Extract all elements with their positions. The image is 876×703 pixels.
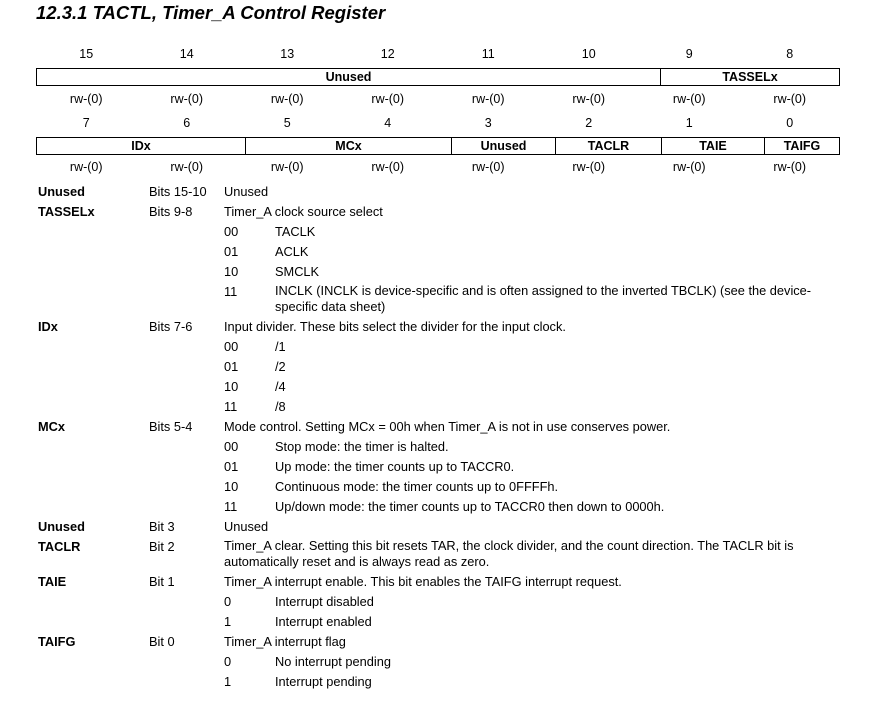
access-type: rw-(0) [471,92,505,106]
value-text: No interrupt pending [275,654,391,669]
bit-number: 12 [380,47,395,61]
bit-number: 3 [484,116,492,130]
bit-number: 8 [786,47,794,61]
value-text: Up/down mode: the timer counts up to TACCR0 then down to 0000h. [275,499,665,514]
lower-access-row [36,159,840,176]
value-text: INCLK (INCLK is device-specific and is often assigned to the inverted TBCLK) (see the device-specific data sheet) [275,283,812,314]
description-unused-15-10 [38,183,838,203]
value-code: 0 [224,654,232,669]
value-text: /2 [275,359,286,374]
field-bits: Bits 7-6 [149,319,193,334]
field-name: IDx [38,319,58,334]
field-unused-upper: Unused [325,70,372,84]
value-code: 11 [224,399,238,414]
description-taclr [38,538,838,573]
value-text: TACLK [275,224,316,239]
access-type: rw-(0) [572,160,606,174]
field-description: Mode control. Setting MCx = 00h when Timer_A is not in use conserves power. [224,419,671,434]
field-bits: Bits 15-10 [149,184,207,199]
description-unused-bit3 [38,518,838,538]
field-name: TASSELx [38,204,95,219]
value-text: Interrupt disabled [275,594,374,609]
value-code: 00 [224,439,239,454]
bit-number: 10 [581,47,596,61]
value-text: Continuous mode: the timer counts up to 0FFFFh. [275,479,559,494]
field-bits: Bits 5-4 [149,419,193,434]
field-description: Unused [224,184,269,199]
field-description: Timer_A clock source select [224,204,383,219]
upper-register-fields [36,68,840,86]
value-code: 10 [224,264,239,279]
access-type: rw-(0) [270,92,304,106]
value-text: Up mode: the timer counts up to TACCR0. [275,459,515,474]
field-description: Timer_A clear. Setting this bit resets TAR, the clock divider, and the count direction. The TACLR bit is automatically reset and is always read as zero. [224,538,794,569]
value-text: /8 [275,399,286,414]
description-idx [38,318,838,418]
field-name: Unused [38,519,85,534]
value-code: 10 [224,379,239,394]
value-text: SMCLK [275,264,320,279]
access-type: rw-(0) [69,160,103,174]
bit-number: 14 [179,47,194,61]
description-mcx [38,418,838,518]
field-name: TAIFG [38,634,76,649]
value-code: 11 [224,499,238,514]
field-taifg: TAIFG [764,138,839,154]
value-text: /1 [275,339,286,354]
field-taclr: TACLR [555,138,661,154]
bit-number: 9 [685,47,693,61]
field-bits: Bit 2 [149,539,175,554]
value-code: 01 [224,459,239,474]
access-type: rw-(0) [170,160,204,174]
description-taie [38,573,838,633]
bit-number: 5 [283,116,291,130]
value-code: 1 [224,614,232,629]
field-taie: TAIE [661,138,764,154]
value-code: 10 [224,479,239,494]
field-bits: Bit 3 [149,519,175,534]
field-tasselx: TASSELx [660,69,839,85]
lower-bit-numbers [36,115,840,132]
bit-number: 13 [280,47,295,61]
value-text: ACLK [275,244,309,259]
access-type: rw-(0) [672,160,706,174]
description-taifg [38,633,838,693]
bit-number: 4 [384,116,392,130]
field-unused-lower: Unused [451,138,555,154]
value-code: 00 [224,224,239,239]
access-type: rw-(0) [773,92,807,106]
field-name: TAIE [38,574,67,589]
access-type: rw-(0) [371,160,405,174]
access-type: rw-(0) [773,160,807,174]
value-text: Interrupt enabled [275,614,372,629]
value-code: 1 [224,674,232,689]
access-type: rw-(0) [69,92,103,106]
access-type: rw-(0) [170,92,204,106]
bit-number: 7 [82,116,90,130]
value-code: 01 [224,244,239,259]
description-tasselx [38,203,838,318]
field-description: Input divider. These bits select the divider for the input clock. [224,319,566,334]
bit-descriptions [38,183,838,693]
field-description: Timer_A interrupt enable. This bit enables the TAIFG interrupt request. [224,574,622,589]
value-code: 0 [224,594,232,609]
lower-register-fields [36,137,840,155]
field-name: MCx [38,419,66,434]
field-description: Unused [224,519,269,534]
upper-bit-numbers [36,46,840,63]
section-title: 12.3.1 TACTL, Timer_A Control Register [36,2,386,23]
field-name: Unused [38,184,85,199]
bit-number: 0 [786,116,794,130]
value-text: /4 [275,379,286,394]
access-type: rw-(0) [471,160,505,174]
bit-number: 6 [183,116,191,130]
value-code: 00 [224,339,239,354]
field-idx: IDx [131,139,151,153]
bit-number: 2 [585,116,593,130]
field-bits: Bits 9-8 [149,204,193,219]
access-type: rw-(0) [371,92,405,106]
upper-access-row [36,91,840,108]
access-type: rw-(0) [672,92,706,106]
field-mcx: MCx [245,138,451,154]
access-type: rw-(0) [270,160,304,174]
access-type: rw-(0) [572,92,606,106]
bit-number: 1 [685,116,693,130]
field-description: Timer_A interrupt flag [224,634,346,649]
value-code: 11 [224,284,238,299]
bit-number: 11 [481,47,495,61]
bit-number: 15 [79,47,94,61]
field-bits: Bit 1 [149,574,175,589]
value-code: 01 [224,359,239,374]
value-text: Interrupt pending [275,674,372,689]
field-name: TACLR [38,539,81,554]
value-text: Stop mode: the timer is halted. [275,439,449,454]
field-bits: Bit 0 [149,634,175,649]
